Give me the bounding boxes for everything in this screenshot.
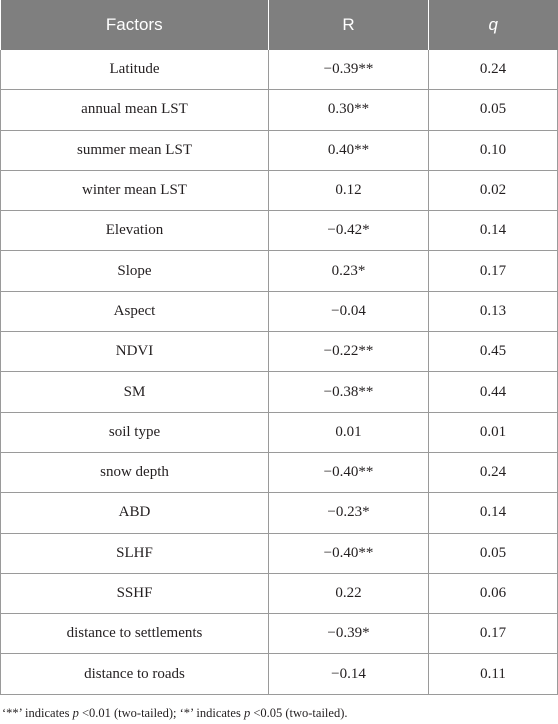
table-row	[1, 170, 558, 210]
table-row	[1, 452, 558, 492]
cell-factor: SM	[1, 372, 269, 412]
footnote-p-1: p	[72, 706, 79, 720]
cell-q: 0.05	[429, 90, 558, 130]
cell-factor: Slope	[1, 251, 269, 291]
cell-q: 0.24	[429, 452, 558, 492]
cell-q: 0.44	[429, 372, 558, 412]
table-row	[1, 654, 558, 694]
cell-factor: SLHF	[1, 533, 269, 573]
cell-r: −0.40**	[269, 533, 429, 573]
table-row	[1, 90, 558, 130]
cell-r: −0.42*	[269, 211, 429, 251]
table-row	[1, 211, 558, 251]
header-q: q	[429, 0, 558, 50]
cell-r: −0.14	[269, 654, 429, 694]
footnote-text-1: ‘**’ indicates	[2, 706, 73, 720]
cell-r: −0.39**	[269, 50, 429, 90]
cell-r: 0.22	[269, 573, 429, 613]
cell-factor: distance to roads	[1, 654, 269, 694]
cell-factor: Aspect	[1, 291, 269, 331]
cell-r: 0.01	[269, 412, 429, 452]
cell-q: 0.17	[429, 251, 558, 291]
cell-r: −0.23*	[269, 493, 429, 533]
cell-q: 0.02	[429, 170, 558, 210]
cell-r: 0.12	[269, 170, 429, 210]
cell-r: 0.23*	[269, 251, 429, 291]
table-body	[1, 50, 558, 694]
table-footnote	[2, 706, 348, 721]
table-row	[1, 251, 558, 291]
cell-q: 0.14	[429, 493, 558, 533]
cell-factor: soil type	[1, 412, 269, 452]
cell-q: 0.13	[429, 291, 558, 331]
table-row	[1, 130, 558, 170]
cell-factor: ABD	[1, 493, 269, 533]
cell-r: −0.40**	[269, 452, 429, 492]
cell-q: 0.05	[429, 533, 558, 573]
cell-r: −0.22**	[269, 332, 429, 372]
cell-factor: annual mean LST	[1, 90, 269, 130]
cell-r: 0.30**	[269, 90, 429, 130]
cell-factor: Latitude	[1, 50, 269, 90]
cell-q: 0.24	[429, 50, 558, 90]
table-row	[1, 493, 558, 533]
table-row	[1, 533, 558, 573]
cell-factor: NDVI	[1, 332, 269, 372]
cell-factor: summer mean LST	[1, 130, 269, 170]
cell-r: −0.04	[269, 291, 429, 331]
table-row	[1, 372, 558, 412]
cell-r: −0.39*	[269, 614, 429, 654]
cell-q: 0.14	[429, 211, 558, 251]
table-row	[1, 573, 558, 613]
cell-factor: winter mean LST	[1, 170, 269, 210]
table-header-row	[1, 0, 558, 50]
cell-r: 0.40**	[269, 130, 429, 170]
header-factors: Factors	[1, 0, 269, 50]
header-r: R	[269, 0, 429, 50]
table-row	[1, 50, 558, 90]
cell-q: 0.45	[429, 332, 558, 372]
cell-factor: SSHF	[1, 573, 269, 613]
footnote-text-2: <0.01 (two-tailed); ‘*’ indicates	[78, 706, 244, 720]
table-row	[1, 412, 558, 452]
cell-q: 0.10	[429, 130, 558, 170]
cell-factor: snow depth	[1, 452, 269, 492]
table-row	[1, 332, 558, 372]
footnote-text-3: <0.05 (two-tailed).	[250, 706, 348, 720]
table-row	[1, 291, 558, 331]
table-row	[1, 614, 558, 654]
cell-factor: distance to settlements	[1, 614, 269, 654]
cell-q: 0.01	[429, 412, 558, 452]
footnote-p-2: p	[243, 706, 251, 720]
cell-q: 0.17	[429, 614, 558, 654]
cell-factor: Elevation	[1, 211, 269, 251]
cell-r: −0.38**	[269, 372, 429, 412]
cell-q: 0.11	[429, 654, 558, 694]
cell-q: 0.06	[429, 573, 558, 613]
